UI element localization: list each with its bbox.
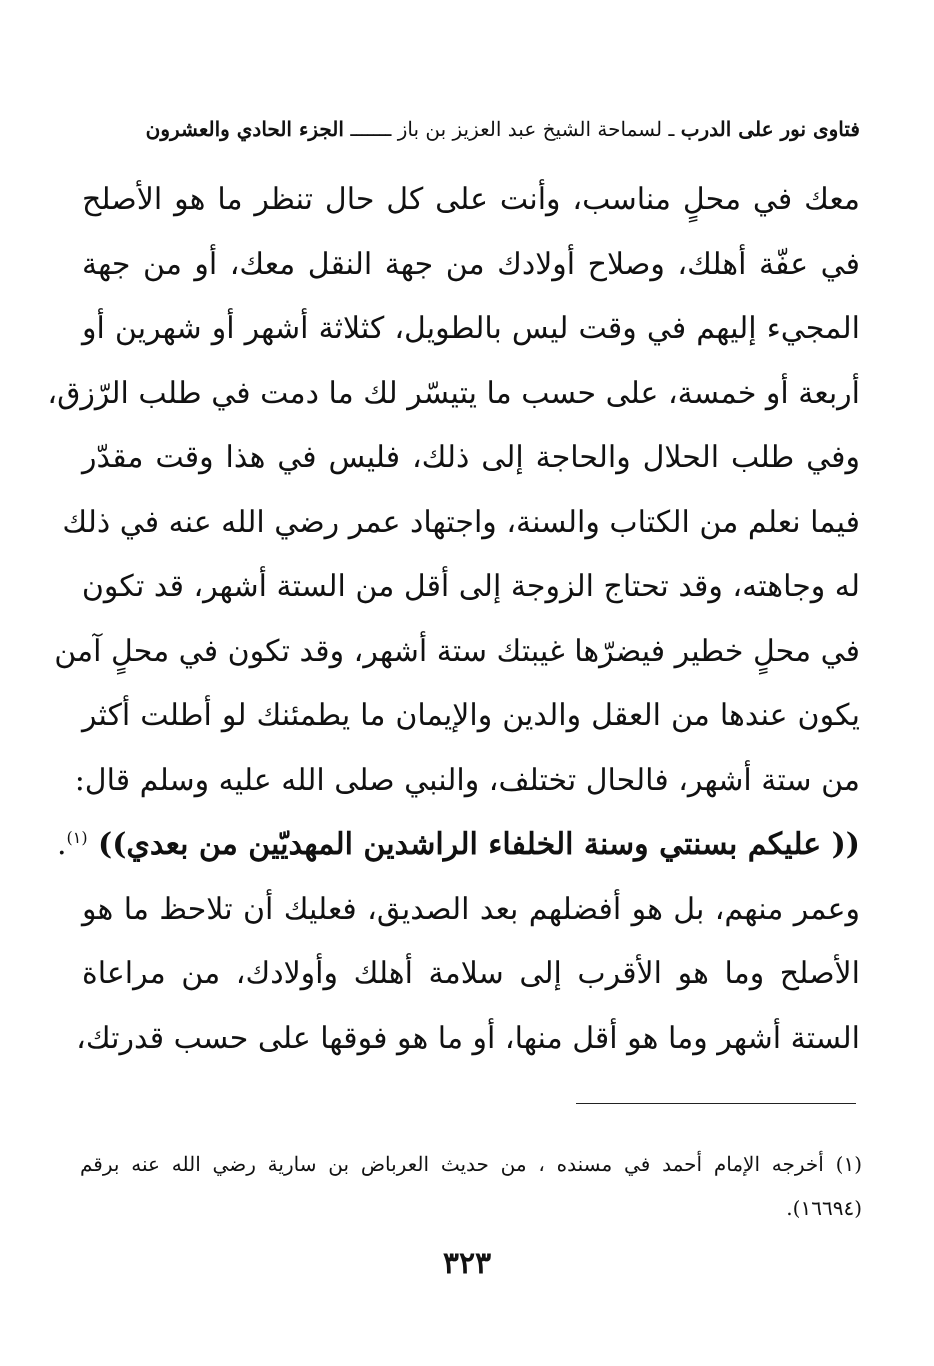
header-dash: ـــــــ [350,117,392,141]
footnotes [80,1142,862,1230]
text-line: معك في محلٍ مناسب، وأنت على كل حال تنظر ما هو الأصلح [82,182,860,217]
footnote-text-continued: (١٦٦٩٤). [786,1196,862,1220]
body-text [47,168,860,1071]
running-header [82,112,860,146]
text-line: وعمر منهم، بل هو أفضلهم بعد الصديق، فعليك أن تلاحظ ما هو [82,891,860,927]
hadith-quote-line [56,813,860,878]
text-line: في عفّة أهلك، وصلاح أولادك من جهة النقل معك، أو من جهة [82,246,860,282]
page-number: ٣٢٣ [442,1246,492,1281]
text-line: له وجاهته، وقد تحتاج الزوجة إلى أقل من الستة أشهر، قد تكون [81,569,860,604]
footnote-reference[interactable]: (١) [66,828,88,847]
footnote-text: (١) أخرجه الإمام أحمد في مسنده ، من حديث العرباض بن سارية رضي الله عنه برقم [80,1152,862,1176]
author-name: ـ لسماحة الشيخ عبد العزيز بن باز [397,117,675,141]
text-line: في محلٍ خطير فيضرّها غيبتك ستة أشهر، وقد تكون في محلٍ آمن [54,633,860,669]
quote-end-period: . [56,827,67,862]
text-line: من ستة أشهر، فالحال تختلف، والنبي صلى الله عليه وسلم قال: [74,762,860,798]
footnote-separator [576,1103,856,1104]
book-title: فتاوى نور على الدرب [680,117,860,141]
text-line: الأصلح وما هو الأقرب إلى سلامة أهلك وأولادك، من مراعاة [82,956,860,991]
text-line: أربعة أو خمسة، على حسب ما يتيسّر لك ما دمت في طلب الرّزق، [47,375,860,411]
text-line: الستة أشهر وما هو أقل منها، أو ما هو فوقها على حسب قدرتك، [76,1020,860,1056]
hadith-quote: (( عليكم بسنتي وسنة الخلفاء الراشدين المهديّين من بعدي)) [98,827,860,862]
text-line: يكون عندها من العقل والدين والإيمان ما يطمئنك لو أطلت أكثر [82,698,860,733]
text-line: وفي طلب الحلال والحاجة إلى ذلك، فليس في هذا وقت مقدّر [82,440,860,475]
text-line: فيما نعلم من الكتاب والسنة، واجتهاد عمر رضي الله عنه في ذلك [62,504,860,540]
text-line: المجيء إليهم في وقت ليس بالطويل، كثلاثة أشهر أو شهرين أو [82,311,860,346]
volume-part: الجزء الحادي والعشرون [145,117,344,141]
